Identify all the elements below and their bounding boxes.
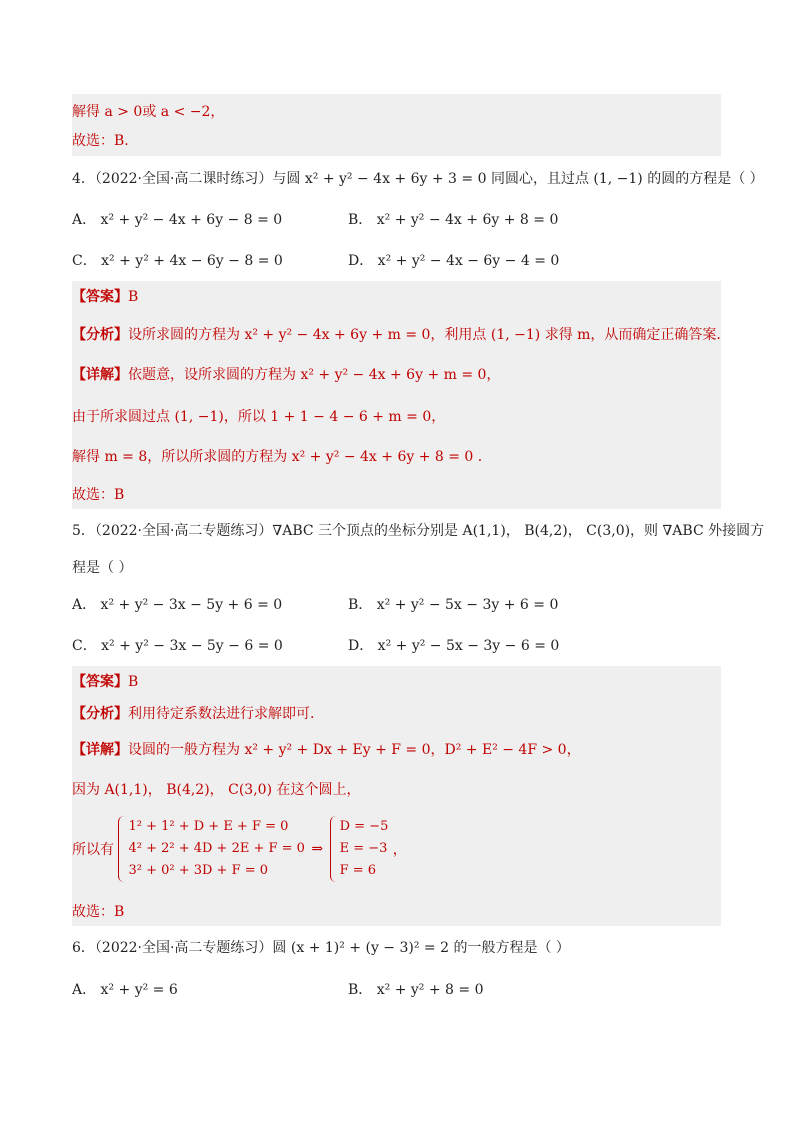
left-brace [330,816,339,882]
q4-detail-2: 由于所求圆过点 (1, −1)，所以 1 + 1 − 4 − 6 + m = 0， [72,409,446,425]
prev-solution-line: 解得 a > 0或 a < −2， [72,104,225,120]
q5-analysis [72,704,314,724]
q5-stem-1: 5．（2022·全国·高二专题练习）∇ABC 三个顶点的坐标分别是 A(1,1)， B(4,2)， C(3,0)，则 ∇ABC 外接圆方 [72,523,765,539]
system-eq: 1² + 1² + D + E + F = 0 [128,819,289,834]
system-right [330,816,389,882]
system-suffix: ， [392,842,407,858]
analysis-text: 利用待定系数法进行求解即可. [128,706,315,722]
analysis-text: 设所求圆的方程为 x² + y² − 4x + 6y + m = 0，利用点 (1, −1) 求得 m，从而确定正确答案. [128,327,721,343]
q4-analysis [72,325,721,345]
q4-detail-3: 解得 m = 8，所以所求圆的方程为 x² + y² − 4x + 6y + 8 = 0 . [72,449,483,465]
answer-value: B [128,289,139,305]
q4-option-b: B． x² + y² − 4x + 6y + 8 = 0 [348,212,559,228]
detail-tag: 【详解】 [72,742,128,758]
q5-detail-2: 因为 A(1,1)， B(4,2)， C(3,0) 在这个圆上， [72,782,361,798]
q4-stem: 4．（2022·全国·高二课时练习）与圆 x² + y² − 4x + 6y + 3 = 0 同圆心，且过点 (1, −1) 的圆的方程是（ ） [72,171,764,187]
prev-solution-block [72,94,721,156]
q6-stem: 6．（2022·全国·高二专题练习）圆 (x + 1)² + (y − 3)² = 2 的一般方程是（ ） [72,940,570,956]
system-eq: D = −5 [339,819,389,834]
q4-answer [72,287,138,307]
detail-tag: 【详解】 [72,367,128,383]
q5-option-c: C． x² + y² − 3x − 5y − 6 = 0 [72,638,283,654]
system-left [118,816,305,882]
q5-choose: 故选：B [72,904,125,920]
q5-system [72,816,407,882]
answer-tag: 【答案】 [72,289,128,305]
q5-solution-block [72,666,721,926]
system-prefix: 所以有 [72,842,114,858]
q5-option-b: B． x² + y² − 5x − 3y + 6 = 0 [348,597,559,613]
system-eq: F = 6 [339,863,377,878]
q5-option-a: A． x² + y² − 3x − 5y + 6 = 0 [72,597,283,613]
left-brace [118,816,127,882]
q4-option-c: C． x² + y² + 4x − 6y − 8 = 0 [72,253,283,269]
detail-text: 设圆的一般方程为 x² + y² + Dx + Ey + F = 0，D² + E² − 4F > 0， [128,742,581,758]
q4-detail-1 [72,365,500,385]
q5-detail-1 [72,740,581,760]
q6-option-b: B． x² + y² + 8 = 0 [348,982,484,998]
answer-value: B [128,674,139,690]
implies-arrow: ⇒ [311,841,324,857]
q4-option-d: D． x² + y² − 4x − 6y − 4 = 0 [348,253,560,269]
q4-option-a: A． x² + y² − 4x + 6y − 8 = 0 [72,212,283,228]
q6-option-a: A． x² + y² = 6 [72,982,178,998]
prev-solution-choose: 故选：B. [72,133,129,149]
q5-stem-2: 程是（ ） [72,560,133,576]
answer-tag: 【答案】 [72,674,128,690]
q4-solution-block [72,281,721,509]
q5-answer [72,672,138,692]
analysis-tag: 【分析】 [72,327,128,343]
analysis-tag: 【分析】 [72,706,128,722]
system-eq: E = −3 [339,841,388,856]
system-eq: 4² + 2² + 4D + 2E + F = 0 [128,841,305,856]
q5-option-d: D． x² + y² − 5x − 3y − 6 = 0 [348,638,560,654]
detail-text: 依题意，设所求圆的方程为 x² + y² − 4x + 6y + m = 0， [128,367,501,383]
q4-choose: 故选：B [72,487,125,503]
system-eq: 3² + 0² + 3D + F = 0 [128,863,269,878]
